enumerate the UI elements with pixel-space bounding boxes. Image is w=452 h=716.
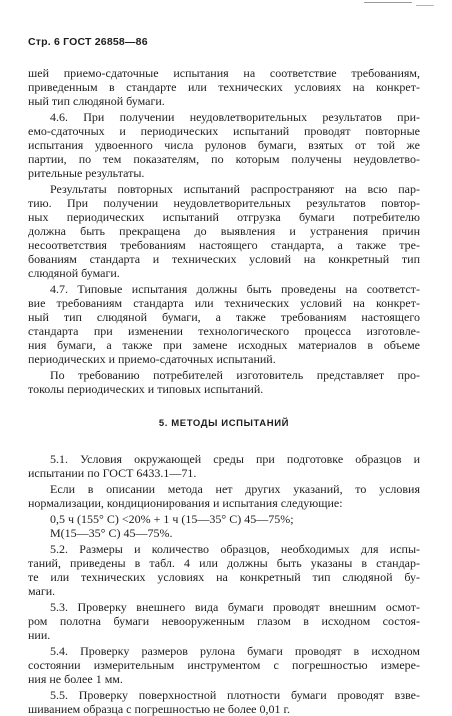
text-line: 0,5 ч (155° С) <20% + 1 ч (15—35° С) 45—75%; [50,512,294,526]
text-line: стандарта при изменении технологического процесса изготовле- [28,324,420,338]
text-line: 4.6. При получении неудовлетворительных результатов при- [50,110,420,124]
text-line: испытания удвоенного числа рулонов бумаги, взятых от той же [28,138,420,152]
text-line: М(15—35° С) 45—75%. [50,526,173,540]
scan-mark [364,2,412,3]
scan-mark [416,5,434,6]
text-line: слюдяной бумаги. [28,266,120,280]
text-line: емо-сдаточных и периодических испытаний проводят повторные [28,124,420,138]
text-line: 4.7. Типовые испытания должны быть проведены на соответст- [50,282,420,296]
text-line: несоответствия требованиям настоящего стандарта, а также тре- [28,238,420,252]
section-title: 5. МЕТОДЫ ИСПЫТАНИЙ [158,418,290,429]
text-line: шиванием образца с погрешностью не более 0,01 г. [28,702,291,716]
text-line: испытании по ГОСТ 6433.1—71. [28,466,197,480]
page-header: Стр. 6 ГОСТ 26858—86 [28,36,148,48]
text-line: ный тип слюдяной бумаги, а также требованиям настоящего [28,310,420,324]
text-line: 5.1. Условия окружающей среды при подготовке образцов и [50,452,420,466]
text-line: 5.5. Проверку поверхностной плотности бумаги проводят взве- [50,688,420,702]
text-line: периодических и приемо-сдаточных испытаний. [28,352,276,366]
text-line: ния не более 1 мм. [28,672,123,686]
text-line: маги. [28,584,56,598]
text-line: вие требованиям стандарта или технических условий на конкрет- [28,296,420,310]
text-line: тию. При получении неудовлетворительных результатов повтор- [28,196,420,210]
text-line: те или технических условиях на конкретный тип слюдяной бу- [28,570,420,584]
text-line: бованиям стандарта и технических условий на конкретный тип [28,252,420,266]
text-line: ных периодических испытаний отгрузка бумаги потребителю [28,210,420,224]
text-line: нии. [28,628,51,642]
text-line: партии, по тем показателям, по которым получены неудовлетво- [28,152,420,166]
text-line: рительные результаты. [28,166,145,180]
text-line: должна быть прекращена до выявления и устранения причин [28,224,420,238]
text-line: ния бумаги, а также при замене исходных материалов в объеме [28,338,420,352]
text-line: токолы периодических и типовых испытаний. [28,382,264,396]
text-line: Результаты повторных испытаний распространяют на всю пар- [50,182,420,196]
text-line: Если в описании метода нет других указаний, то условия [50,482,420,496]
text-line: приведенным в стандарте или технических условиях на конкрет- [28,80,420,94]
text-line: 5.3. Проверку внешнего вида бумаги проводят внешним осмот- [50,600,420,614]
text-line: состоянии измерительным инструментом с погрешностью измере- [28,658,420,672]
text-line: ный тип слюдяной бумаги. [28,94,165,108]
text-line: нормализации, кондиционирования и испытания следующие: [28,496,343,510]
text-line: таний, приведены в табл. 4 или должны быть указаны в стандар- [28,556,420,570]
text-line: По требованию потребителей изготовитель представляет про- [50,368,420,382]
text-line: 5.2. Размеры и количество образцов, необходимых для испы- [50,542,420,556]
text-line: ром полотна бумаги невооруженным глазом в исходном состоя- [28,614,420,628]
text-line: шей приемо-сдаточные испытания на соответствие требованиям, [28,66,420,80]
text-line: 5.4. Проверку размеров рулона бумаги проводят в исходном [50,644,420,658]
